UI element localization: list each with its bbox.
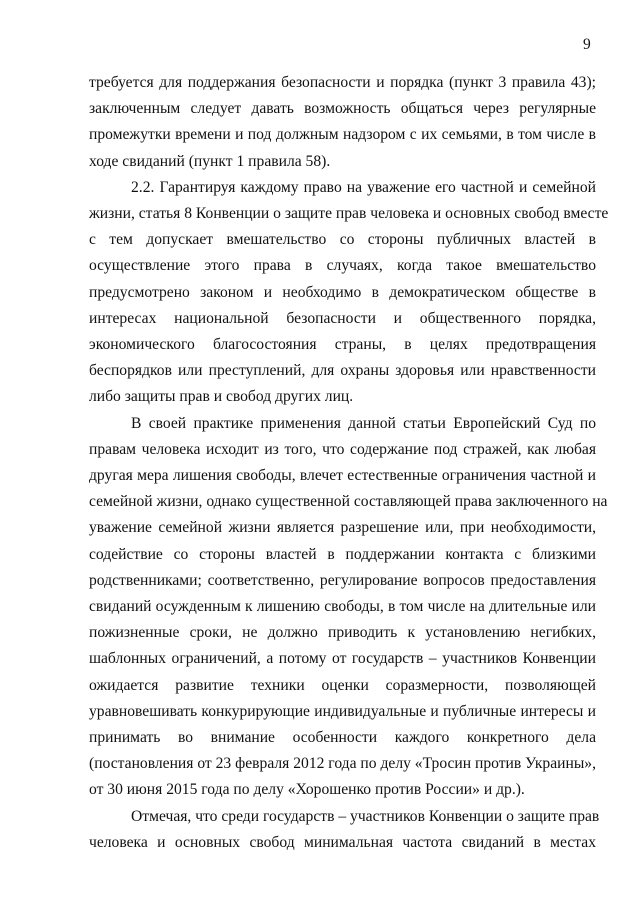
- text-line: содействие со стороны властей в поддержании контакта с близкими: [89, 545, 596, 563]
- paragraph-echr-practice: [89, 411, 608, 804]
- text-line: экономического благосостояния страны, в целях предотвращения: [89, 336, 596, 354]
- document-body: [89, 70, 609, 856]
- text-line: промежутки времени и под должным надзором с их семьями, в том числе в: [89, 126, 596, 144]
- text-line: либо защиты прав и свобод других лиц.: [89, 388, 354, 406]
- text-line: осуществление этого права в случаях, когда такое вмешательство: [89, 257, 596, 275]
- paragraph-continuation: [89, 70, 596, 175]
- text-line: ходе свиданий (пункт 1 правила 58).: [89, 152, 331, 170]
- text-line: предусмотрено законом и необходимо в демократическом обществе в: [89, 283, 596, 301]
- text-line: беспорядков или преступлений, для охраны здоровья или нравственности: [89, 362, 596, 380]
- paragraph-article-8: [89, 175, 609, 411]
- text-line: другая мера лишения свободы, влечет естественные ограничения частной и: [89, 467, 596, 485]
- text-line: с тем допускает вмешательство со стороны публичных властей в: [89, 231, 596, 249]
- text-line: (постановления от 23 февраля 2012 года по делу «Тросин против Украины»,: [89, 755, 596, 773]
- page-number: 9: [583, 36, 591, 53]
- text-line: ожидается развитие техники оценки соразмерности, позволяющей: [89, 676, 596, 694]
- text-line: семейной жизни, однако существенной составляющей права заключенного на: [89, 493, 608, 511]
- text-line: от 30 июня 2015 года по делу «Хорошенко против России» и др.).: [89, 781, 525, 799]
- text-line: человека и основных свобод минимальная частота свиданий в местах: [89, 833, 596, 851]
- text-line: интересах национальной безопасности и общественного порядка,: [89, 309, 596, 327]
- text-line: родственниками; соответственно, регулирование вопросов предоставления: [89, 571, 596, 589]
- text-line: принимать во внимание особенности каждого конкретного дела: [89, 729, 596, 747]
- text-line: 2.2. Гарантируя каждому право на уважение его частной и семейной: [131, 178, 596, 196]
- text-line: пожизненные сроки, не должно приводить к установлению негибких,: [89, 624, 596, 642]
- text-line: правам человека исходит из того, что содержание под стражей, как любая: [89, 440, 596, 458]
- text-line: Отмечая, что среди государств – участников Конвенции о защите прав: [131, 807, 600, 825]
- text-line: заключенным следует давать возможность общаться через регулярные: [89, 100, 596, 118]
- text-line: требуется для поддержания безопасности и порядка (пункт 3 правила 43);: [89, 74, 596, 91]
- text-line: В своей практике применения данной статьи Европейский Суд по: [131, 414, 596, 432]
- text-line: шаблонных ограничений, а потому от государств – участников Конвенции: [89, 650, 596, 668]
- text-line: уважение семейной жизни является разрешение или, при необходимости,: [89, 519, 596, 537]
- text-line: жизни, статья 8 Конвенции о защите прав человека и основных свобод вместе: [89, 205, 609, 223]
- text-line: свиданий осужденным к лишению свободы, в том числе на длительные или: [89, 598, 596, 616]
- paragraph-visit-frequency: [89, 804, 600, 856]
- text-line: уравновешивать конкурирующие индивидуальные и публичные интересы и: [89, 702, 596, 720]
